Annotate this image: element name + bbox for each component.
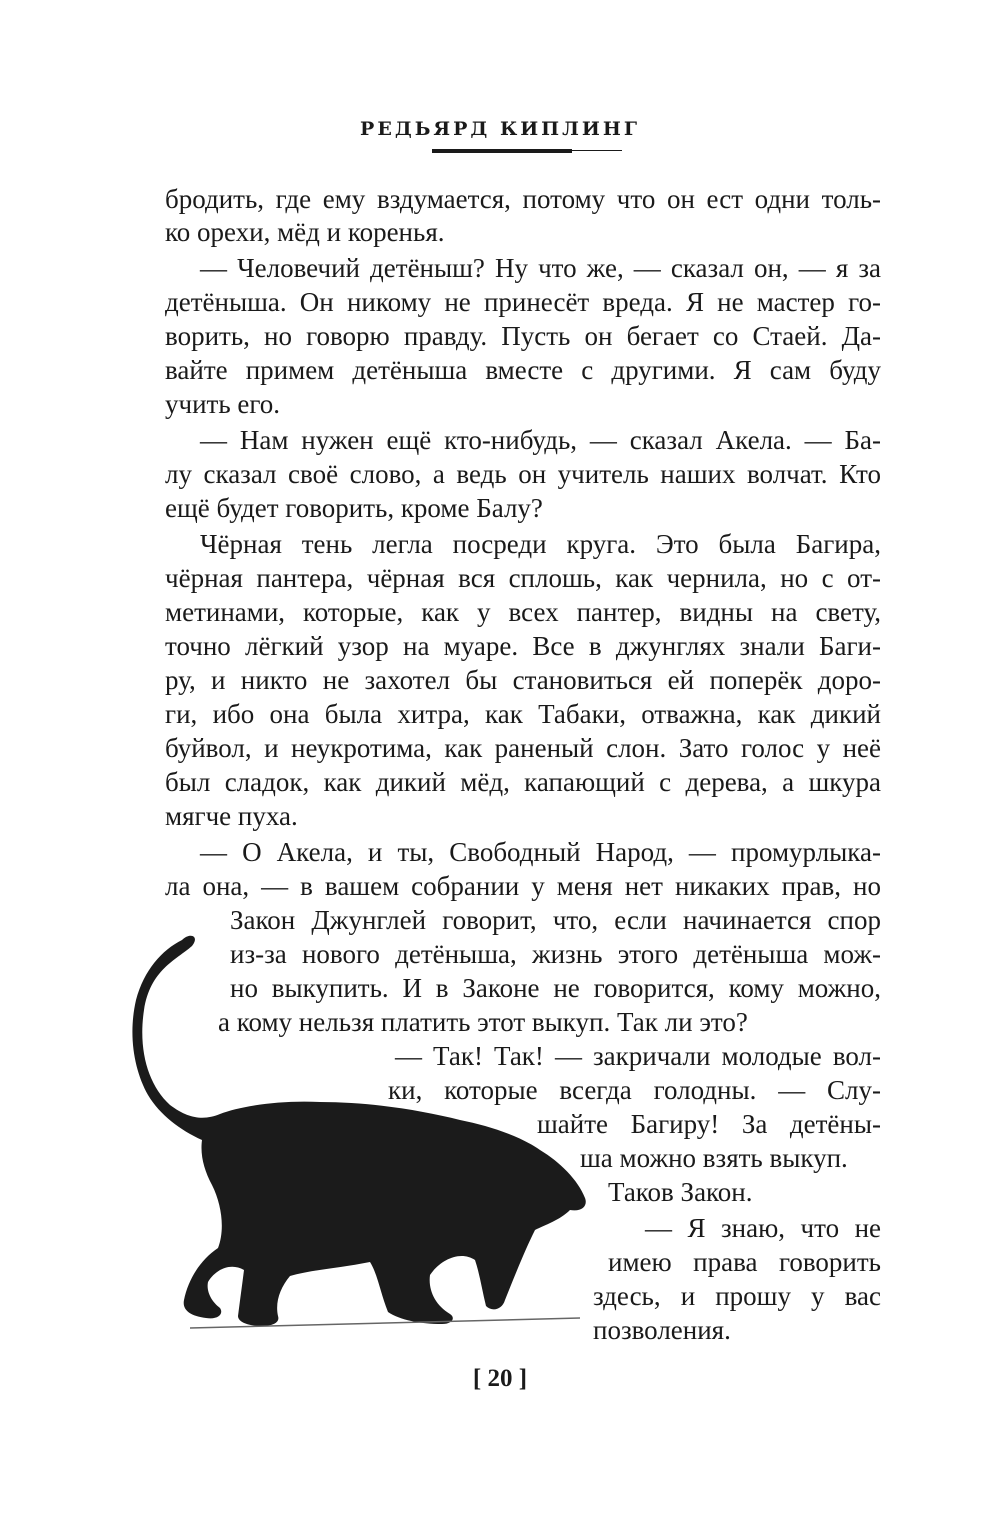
text-line: — Так! Так! — закричали молодые вол- (395, 1041, 881, 1071)
running-header: РЕДЬЯРД КИПЛИНГ (360, 118, 640, 140)
text-line: — О Акела, и ты, Свободный Народ, — промурлыка- (200, 837, 881, 867)
text-line: — Человечий детёныш? Ну что же, — сказал он, — я за (200, 253, 881, 283)
text-line: точно лёгкий узор на муаре. Все в джунглях знали Баги- (165, 631, 881, 661)
text-line: из-за нового детёныша, жизнь этого детёныша мож- (230, 939, 881, 969)
text-line: ворить, но говорю правду. Пусть он бегает со Стаей. Да- (165, 321, 881, 351)
text-line: ги, ибо она была хитра, как Табаки, отважна, как дикий (165, 699, 881, 729)
text-line: шайте Багиру! За детёны- (537, 1109, 881, 1139)
text-line: но выкупить. И в Законе не говорится, кому можно, (230, 973, 881, 1003)
text-line: лу сказал своё слово, а ведь он учитель наших волчат. Кто (165, 459, 881, 489)
text-line: Таков Закон. (608, 1177, 753, 1207)
text-line: имею права говорить (608, 1247, 881, 1277)
text-line: Закон Джунглей говорит, что, если начинается спор (230, 905, 881, 935)
text-line: ещё будет говорить, кроме Балу? (165, 493, 543, 523)
text-line: — Нам нужен ещё кто-нибудь, — сказал Акела. — Ба- (200, 425, 881, 455)
text-line: был сладок, как дикий мёд, капающий с дерева, а шкура (165, 767, 881, 797)
text-line: ша можно взять выкуп. (580, 1143, 848, 1173)
text-line: буйвол, и неукротима, как раненый слон. Зато голос у неё (165, 733, 881, 763)
page-number: [ 20 ] (472, 1365, 528, 1392)
text-line: мягче пуха. (165, 801, 298, 831)
header-rule-thick (432, 149, 572, 153)
text-line: метинами, которые, как у всех пантер, видны на свету, (165, 597, 881, 627)
text-line: ки, которые всегда голодны. — Слу- (388, 1075, 881, 1105)
text-line: ко орехи, мёд и коренья. (165, 217, 445, 247)
text-line: вайте примем детёныша вместе с другими. Я сам буду (165, 355, 881, 385)
text-line: Чёрная тень легла посреди круга. Это была Багира, (200, 529, 881, 559)
text-line: позволения. (593, 1315, 731, 1345)
text-line: бродить, где ему вздумается, потому что он ест одни толь- (165, 184, 881, 214)
text-line: учить его. (165, 389, 281, 419)
text-line: здесь, и прошу у вас (593, 1281, 881, 1311)
text-line: чёрная пантера, чёрная вся сплошь, как чернила, но с от- (165, 563, 881, 593)
text-line: ла она, — в вашем собрании у меня нет никаких прав, но (165, 871, 881, 901)
text-line: — Я знаю, что не (645, 1213, 881, 1243)
text-line: а кому нельзя платить этот выкуп. Так ли это? (218, 1007, 748, 1037)
text-line: ру, и никто не захотел бы становиться ей поперёк доро- (165, 665, 881, 695)
header-rule-thin (572, 150, 622, 151)
text-line: детёныша. Он никому не принесёт вреда. Я не мастер го- (165, 287, 881, 317)
